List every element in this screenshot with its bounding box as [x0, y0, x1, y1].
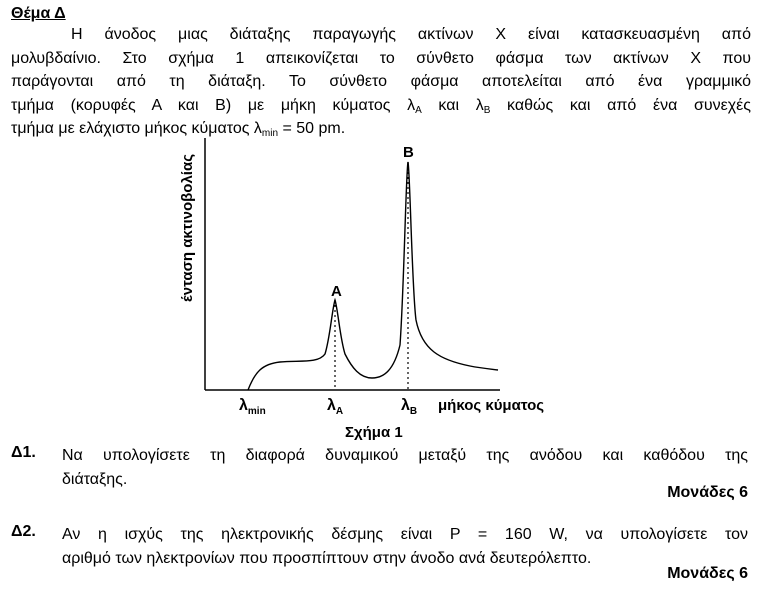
intro-line-4: τμήμα (κορυφές Α και Β) με μήκη κύματος $\lambda_A$ και $\lambda_B$ καθώς και από ένα συνεχές: [11, 96, 752, 116]
question-2-marks: Μονάδες 6: [667, 565, 748, 582]
y-axis-label: ένταση ακτινοβολίας: [179, 153, 196, 302]
section-title: Θέμα Δ: [11, 5, 66, 22]
question-1-marks: Μονάδες 6: [667, 484, 748, 501]
intro-line-3: παράγονται από τη διάταξη. Το σύνθετο φάσμα αποτελείται από ένα γραμμικό: [11, 73, 751, 90]
intro-line-2: μολυβδαίνιο. Στο σχήμα 1 απεικονίζεται το σύνθετο φάσμα των ακτίνων Χ που: [11, 49, 751, 67]
question-2-line-1: Αν η ισχύς της ηλεκτρονικής δέσμης είναι P = 160 W, να υπολογίσετε τον: [62, 526, 748, 543]
question-1-number: Δ1.: [11, 444, 36, 461]
question-1-line-1: Να υπολογίσετε τη διαφορά δυναμικού μεταξύ της ανόδου και καθόδου της: [62, 447, 748, 464]
figure-caption: Σχήμα 1: [345, 424, 403, 441]
tick-lambda-a: $\lambda_A$: [327, 397, 344, 417]
question-1-text: [62, 444, 748, 491]
question-2-text: [62, 523, 748, 570]
x-axis-label: μήκος κύματος: [438, 397, 545, 414]
question-2-number: Δ2.: [11, 523, 36, 540]
peak-b-label: B: [403, 144, 414, 161]
intro-line-5: τμήμα με ελάχιστο μήκος κύματος $\lambda_{min} = 50$ pm.: [11, 120, 346, 139]
intro-line-1: Η άνοδος μιας διάταξης παραγωγής ακτίνων Χ είναι κατασκευασμένη από: [71, 26, 751, 43]
peak-a-label: A: [331, 283, 342, 300]
question-1-line-2: διάταξης.: [62, 470, 128, 488]
question-2-line-2: αριθμό των ηλεκτρονίων που προσπίπτουν στην άνοδο ανά δευτερόλεπτο.: [62, 549, 592, 567]
tick-lambda-b: $\lambda_B$: [401, 397, 418, 417]
tick-lambda-min: $\lambda_{min}$: [239, 397, 266, 417]
spectrum-curve: [248, 162, 498, 390]
